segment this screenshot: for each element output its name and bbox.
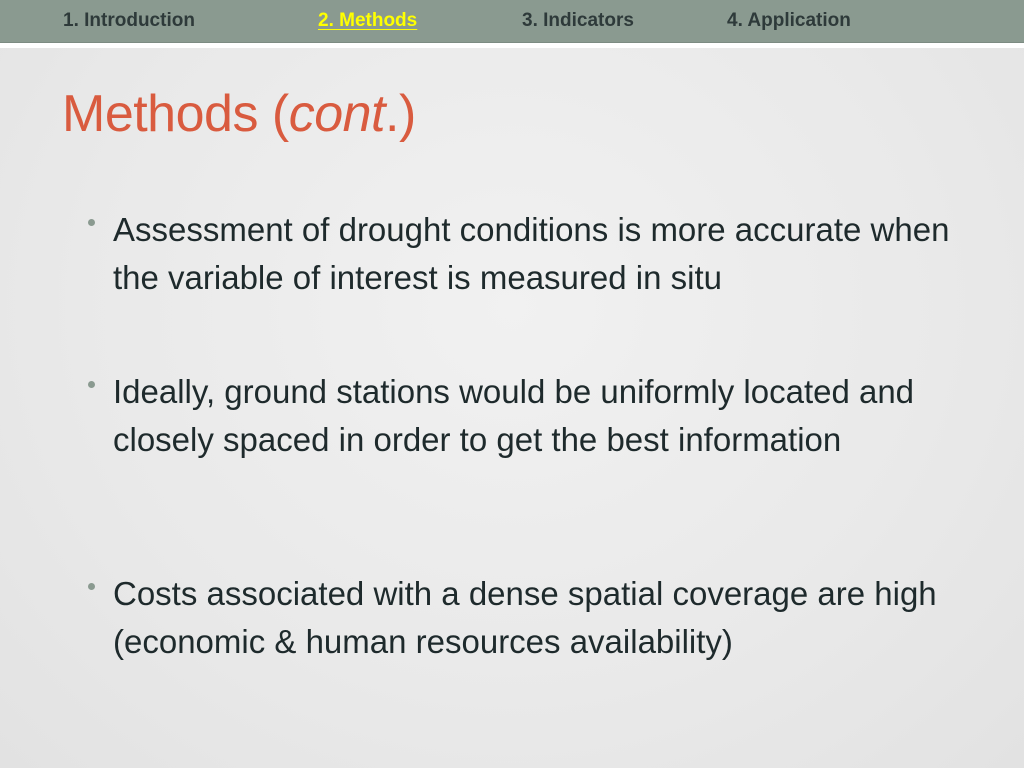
slide-title — [62, 84, 416, 144]
slide-title-end: .) — [385, 85, 416, 143]
nav-divider — [0, 43, 1024, 48]
bullet-dot-icon — [88, 381, 95, 388]
bullet-text: Assessment of drought conditions is more accurate when the variable of interest is measured in situ — [113, 211, 950, 296]
nav-item-methods[interactable]: 2. Methods — [318, 10, 418, 31]
slide-title-italic: cont — [288, 85, 386, 143]
nav-item-application[interactable]: 4. Application — [727, 10, 851, 31]
nav-item-indicators[interactable]: 3. Indicators — [522, 10, 634, 31]
bullet-dot-icon — [88, 219, 95, 226]
bullet-text: Ideally, ground stations would be uniformly located and closely spaced in order to get the best information — [113, 373, 915, 458]
bullet-dot-icon — [88, 583, 95, 590]
section-nav-bar — [0, 0, 1024, 43]
bullet-text: Costs associated with a dense spatial coverage are high (economic & human resources availability) — [113, 575, 937, 660]
slide-title-main: Methods ( — [62, 85, 289, 143]
nav-item-introduction[interactable]: 1. Introduction — [63, 10, 195, 31]
